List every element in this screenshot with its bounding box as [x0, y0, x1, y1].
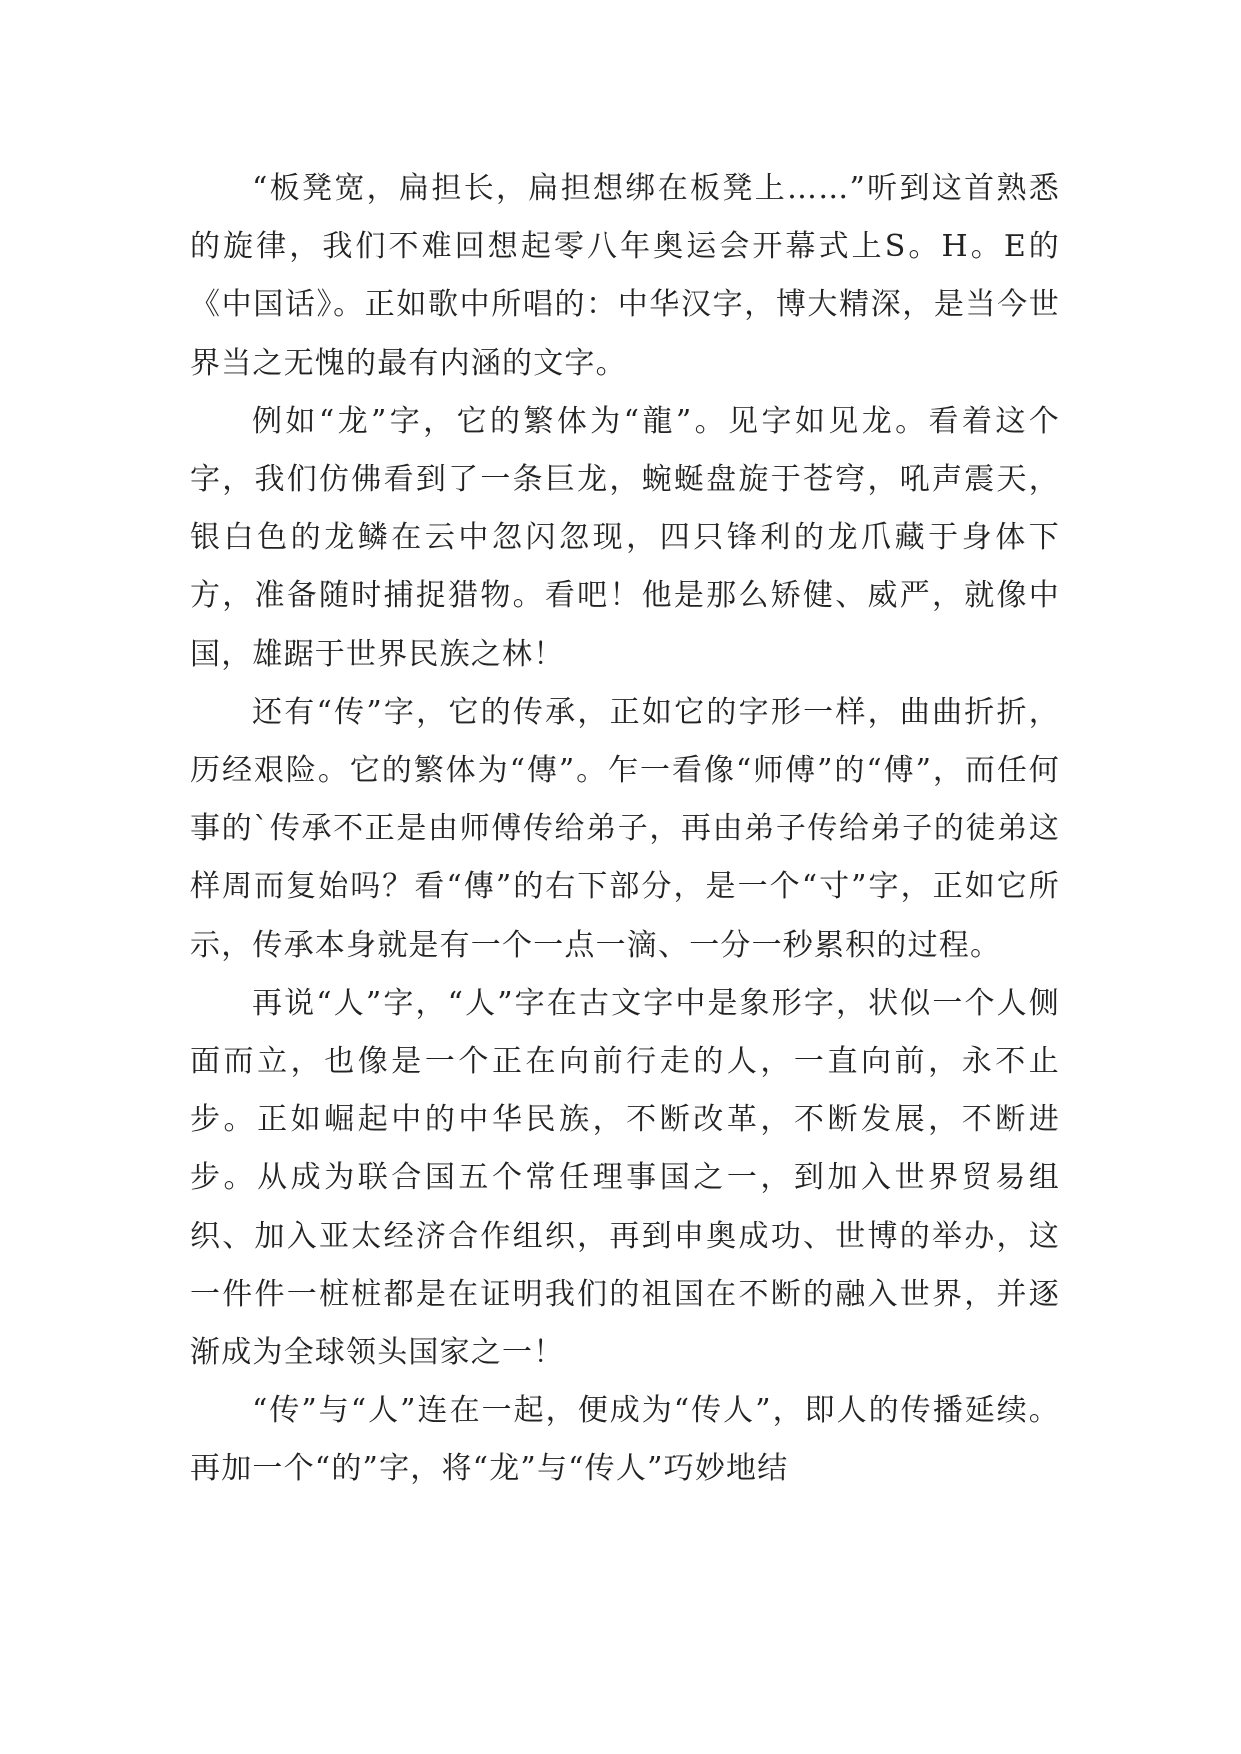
paragraph-3: 还有“传”字，它的传承，正如它的字形一样，曲曲折折，历经艰险。它的繁体为“傳”。乍一看像“师傅”的“傅”，而任何事的`传承不正是由师傅传给弟子，再由弟子传给弟子的徒弟这样周而复始吗？看“傳”的右下部分，是一个“寸”字，正如它所示，传承本身就是有一个一点一滴、一分一秒累积的过程。 [190, 694, 1060, 963]
paragraph-2: 例如“龙”字，它的繁体为“龍”。见字如见龙。看着这个字，我们仿佛看到了一条巨龙，蜿蜒盘旋于苍穹，吼声震天，银白色的龙鳞在云中忽闪忽现，四只锋利的龙爪藏于身体下方，准备随时捕捉猎物。看吧！他是那么矫健、威严，就像中国，雄踞于世界民族之林！ [190, 403, 1060, 672]
paragraph-1: “板凳宽，扁担长，扁担想绑在板凳上……”听到这首熟悉的旋律，我们不难回想起零八年奥运会开幕式上S。H。E的《中国话》。正如歌中所唱的：中华汉字，博大精深，是当今世界当之无愧的最有内涵的文字。 [190, 171, 1060, 381]
paragraph-5: “传”与“人”连在一起，便成为“传人”，即人的传播延续。再加一个“的”字，将“龙”与“传人”巧妙地结 [190, 1393, 1060, 1487]
article-body [190, 160, 1060, 1499]
paragraph-4: 再说“人”字，“人”字在古文字中是象形字，状似一个人侧面而立，也像是一个正在向前行走的人，一直向前，永不止步。正如崛起中的中华民族，不断改革，不断发展，不断进步。从成为联合国五个常任理事国之一，到加入世界贸易组织、加入亚太经济合作组织，再到申奥成功、世博的举办，这一件件一桩桩都是在证明我们的祖国在不断的融入世界，并逐渐成为全球领头国家之一！ [190, 985, 1060, 1371]
